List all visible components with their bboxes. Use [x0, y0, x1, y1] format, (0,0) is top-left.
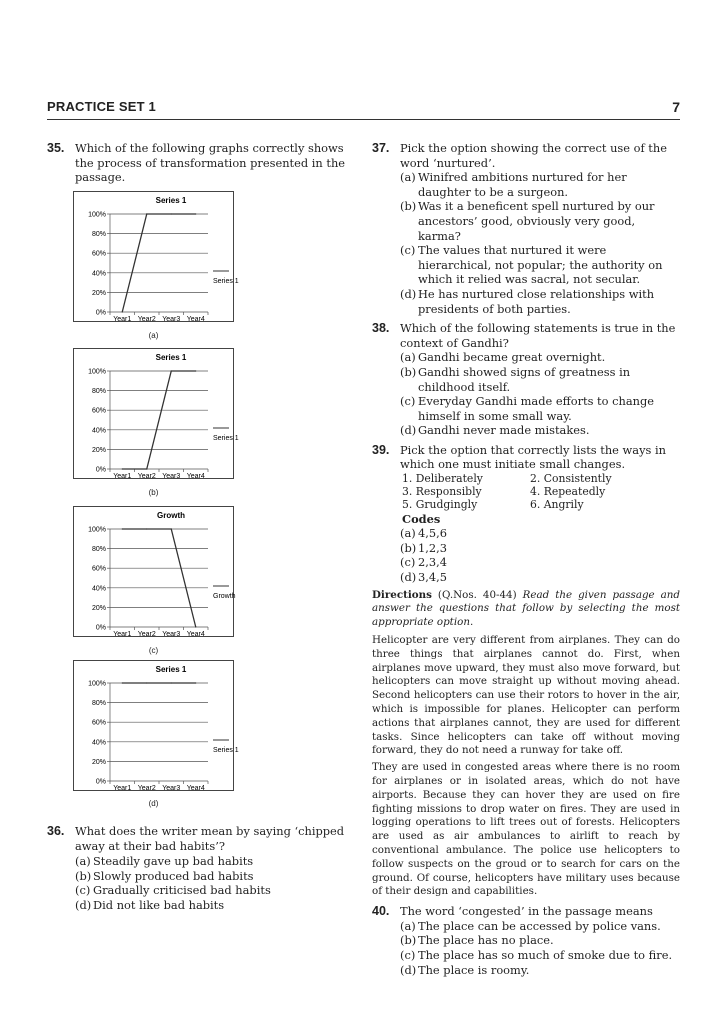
option: (a) The place can be accessed by police vans. — [400, 918, 661, 933]
data-point — [146, 213, 147, 214]
option: (c) The values that nurtured it were hierarchical, not popular; the authority on which it relied was sacral, not secular. — [400, 243, 663, 287]
x-tick-label: Year1 — [113, 473, 132, 480]
data-point — [122, 311, 123, 312]
option: (b) 1,2,3 — [400, 540, 447, 555]
y-tick-label: 60% — [91, 407, 106, 415]
option: (d) The place is roomy. — [400, 962, 530, 977]
chart-caption: (c) — [148, 646, 159, 655]
chart-c — [73, 506, 234, 637]
option: (b) Gandhi showed signs of greatness in childhood itself. — [400, 364, 631, 394]
option: (b) Was it a beneficent spell nurtured by our ancestors’ good, obviously very good, karma? — [400, 199, 655, 243]
x-tick-label: Year1 — [113, 785, 132, 792]
x-tick-label: Year4 — [186, 473, 205, 480]
x-tick-label: Year3 — [162, 473, 181, 480]
x-tick-label: Year2 — [137, 316, 156, 323]
data-point — [146, 682, 147, 683]
question-text: Which of the following statements is true in the context of Gandhi? — [400, 321, 676, 350]
chart-svg — [74, 349, 239, 480]
chart-title: Series 1 — [155, 665, 187, 674]
y-tick-label: 100% — [88, 680, 106, 688]
question-37 — [372, 141, 680, 170]
question-35 — [47, 141, 347, 185]
legend-label: Series 1 — [213, 435, 239, 442]
y-tick-label: 80% — [91, 700, 106, 708]
question-text: Pick the option that correctly lists the ways in which one must initiate small changes. — [400, 442, 666, 472]
y-tick-label: 20% — [91, 758, 106, 766]
x-tick-label: Year2 — [137, 631, 156, 638]
question-number: 35. — [47, 141, 65, 155]
y-tick-label: 20% — [91, 604, 106, 612]
data-point — [146, 528, 147, 529]
option: (b) The place has no place. — [400, 933, 554, 948]
y-tick-label: 40% — [91, 270, 106, 278]
series-line — [122, 371, 196, 469]
codes-label: Codes — [402, 511, 441, 526]
question-39 — [372, 443, 680, 472]
y-tick-label: 100% — [88, 526, 106, 534]
x-tick-label: Year4 — [186, 785, 205, 792]
chart-svg — [74, 192, 239, 323]
right-column — [372, 141, 680, 977]
y-tick-label: 0% — [95, 778, 106, 786]
y-tick-label: 0% — [95, 624, 106, 632]
chart-d — [73, 660, 239, 792]
x-tick-label: Year4 — [186, 631, 205, 638]
chart-b — [73, 348, 239, 480]
x-tick-label: Year1 — [113, 631, 132, 638]
y-tick-label: 100% — [88, 211, 106, 219]
option: (a) Gandhi became great overnight. — [400, 350, 606, 365]
passage-paragraph: They are used in congested areas where there is no room for airplanes or in isolated areas, which do not have airports. Because they can hover they are used on fire fighting missions to drop water on fires. They are used in logging operations to lift trees out of forests. Helicopters are used as air ambulances to airlift to reach by conventional ambulance. The police use helicopters to follow suspects on the groud or to search for cars on the ground. Of course, helicopters have military uses because of their design and capabilities. — [372, 761, 680, 898]
option: (a) Winifred ambitions nurtured for her daughter to be a surgeon. — [400, 170, 627, 199]
question-36 — [47, 824, 347, 913]
data-point — [171, 528, 172, 529]
option: (d) 3,4,5 — [400, 570, 447, 585]
data-point — [171, 370, 172, 371]
option: (b) Slowly produced bad habits — [75, 868, 254, 883]
series-line — [122, 214, 196, 312]
option: (d) Gandhi never made mistakes. — [400, 423, 590, 438]
chart-a — [73, 191, 239, 323]
data-point — [122, 682, 123, 683]
question-38 — [372, 321, 680, 350]
question-text: Pick the option showing the correct use of the word ‘nurtured’. — [400, 141, 667, 170]
y-tick-label: 60% — [91, 250, 106, 258]
page-number: 7 — [672, 99, 680, 115]
question-text: The word ‘congested’ in the passage means — [400, 904, 653, 919]
y-tick-label: 40% — [91, 427, 106, 435]
data-point — [195, 370, 196, 371]
data-point — [146, 468, 147, 469]
chart-caption: (d) — [148, 799, 159, 808]
legend-label: Series 1 — [213, 278, 239, 285]
option: (c) Gradually criticised bad habits — [75, 883, 271, 898]
directions: Directions (Q.Nos. 40-44) Read the given passage and answer the questions that follow by selecting the most appropriate option. — [372, 588, 681, 629]
item-list: 1. Deliberately 2. Consistently 3. Responsibly 4. Repeatedly 5. Grudgingly 6. Angrily — [402, 472, 612, 512]
option: (a) 4,5,6 — [400, 526, 447, 541]
data-point — [195, 213, 196, 214]
x-tick-label: Year1 — [113, 316, 132, 323]
x-tick-label: Year3 — [162, 316, 181, 323]
chart-title: Series 1 — [155, 196, 187, 205]
data-point — [171, 682, 172, 683]
y-tick-label: 60% — [91, 719, 106, 727]
passage-paragraph: Helicopter are very different from airplanes. They can do three things that airplanes cannot do. First, when airplanes move upward, they must also move forward, but helicopters can move straight up without moving ahead. Second helicopters can use their rotors to hover in the air, which is impossible for planes. Helicopter can perform actions that airplanes cannot, they are used for different tasks. Since helicopters can take off without moving forward, they do not need a runway for take off. — [372, 634, 680, 757]
question-number: 38. — [372, 321, 390, 336]
chart-caption: (b) — [148, 488, 159, 497]
chart-title: Growth — [157, 511, 185, 520]
question-number: 37. — [372, 141, 390, 155]
option: (c) 2,3,4 — [400, 555, 447, 570]
y-tick-label: 0% — [95, 309, 106, 317]
data-point — [122, 528, 123, 529]
question-text: Which of the following graphs correctly shows the process of transformation presented in the passage. — [75, 141, 346, 185]
y-tick-label: 80% — [91, 231, 106, 239]
chart-svg — [74, 661, 239, 792]
x-tick-label: Year4 — [186, 316, 205, 323]
option: (c) Everyday Gandhi made efforts to change himself in some small way. — [400, 394, 654, 423]
y-tick-label: 40% — [91, 585, 106, 593]
chart-svg — [74, 507, 236, 638]
y-tick-label: 40% — [91, 739, 106, 747]
option: (d) Did not like bad habits — [75, 897, 225, 912]
running-header: PRACTICE SET 1 — [47, 99, 156, 114]
chart-caption: (a) — [148, 331, 159, 340]
option: (a) Steadily gave up bad habits — [75, 854, 254, 869]
legend-label: Series 1 — [213, 747, 239, 754]
question-40 — [372, 904, 680, 919]
data-point — [171, 213, 172, 214]
series-line — [122, 529, 196, 627]
y-tick-label: 20% — [91, 289, 106, 297]
x-tick-label: Year2 — [137, 473, 156, 480]
data-point — [195, 626, 196, 627]
question-text: What does the writer mean by saying ‘chipped away at their bad habits’? — [75, 824, 345, 853]
legend-label: Growth — [213, 593, 236, 600]
y-tick-label: 80% — [91, 388, 106, 396]
y-tick-label: 60% — [91, 565, 106, 573]
question-number: 39. — [372, 442, 390, 457]
y-tick-label: 80% — [91, 546, 106, 554]
option: (c) The place has so much of smoke due to fire. — [400, 947, 673, 962]
y-tick-label: 20% — [91, 446, 106, 454]
header-rule — [47, 119, 680, 120]
option: (d) He has nurtured close relationships with presidents of both parties. — [400, 286, 655, 316]
y-tick-label: 100% — [88, 368, 106, 376]
y-tick-label: 0% — [95, 466, 106, 474]
x-tick-label: Year3 — [162, 785, 181, 792]
data-point — [122, 468, 123, 469]
question-number: 36. — [47, 824, 65, 838]
data-point — [195, 682, 196, 683]
chart-title: Series 1 — [155, 353, 187, 362]
question-number: 40. — [372, 904, 390, 919]
x-tick-label: Year3 — [162, 631, 181, 638]
x-tick-label: Year2 — [137, 785, 156, 792]
